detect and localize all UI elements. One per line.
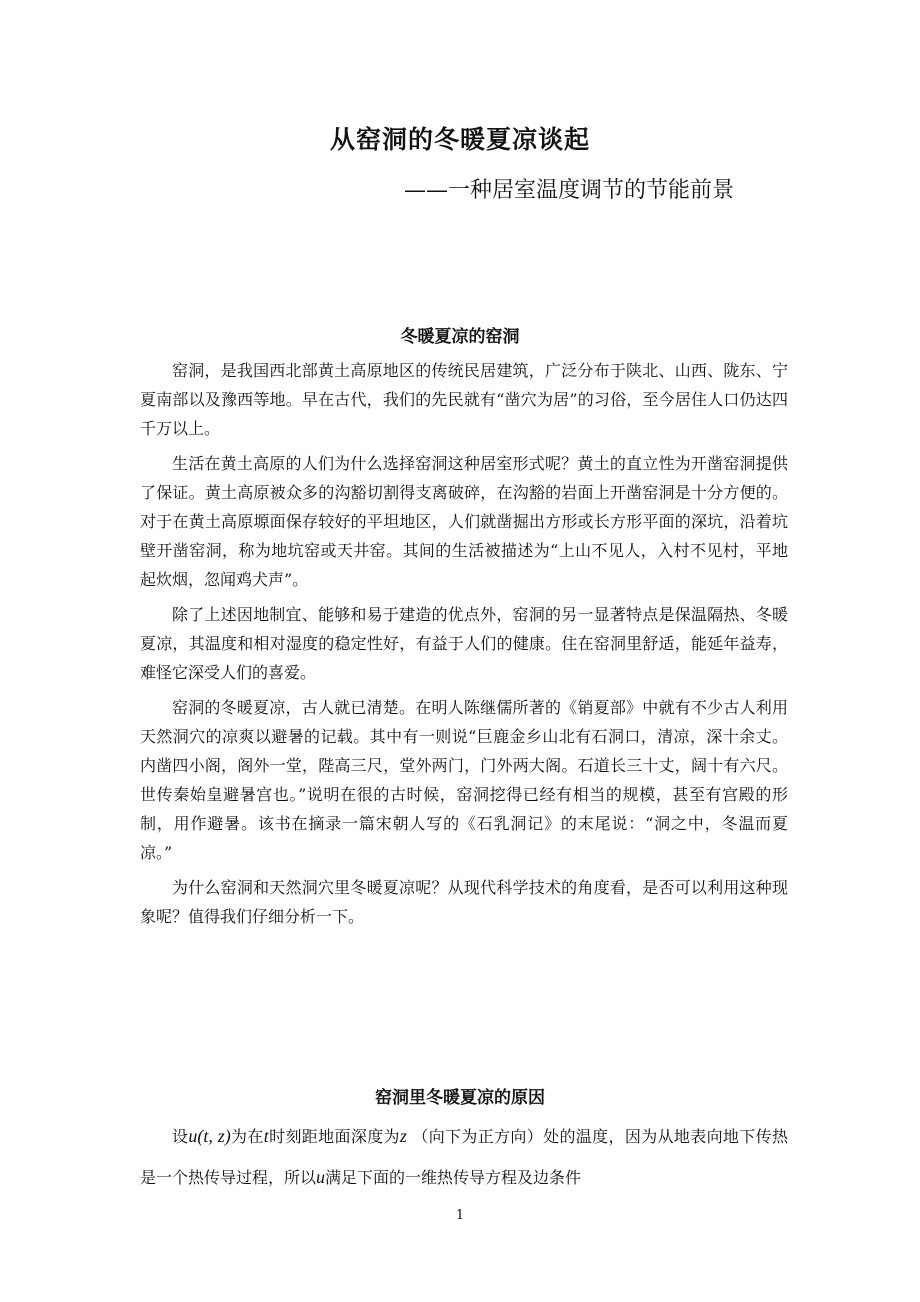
paragraph-text: 满足下面的一维热传导方程及边条件 [325, 1168, 582, 1187]
math-expression: u(t, z) [188, 1126, 231, 1146]
paragraph-text: 为在 [230, 1127, 264, 1146]
paragraph: 除了上述因地制宜、能够和易于建造的优点外，窑洞的另一显著特点是保温隔热、冬暖夏凉，其温度和相对湿度的稳定性好，有益于人们的健康。住在窑洞里舒适，能延年益寿，难怪它深受人们的喜爱。 [140, 605, 788, 682]
math-variable: u [316, 1167, 326, 1187]
document-subtitle: ——一种居室温度调节的节能前景 [404, 178, 735, 203]
section-body-2 [140, 1116, 788, 1204]
paragraph: 生活在黄土高原的人们为什么选择窑洞这种居室形式呢？黄土的直立性为开凿窑洞提供了保证。黄土高原被众多的沟豁切割得支离破碎，在沟豁的岩面上开凿窑洞是十分方便的。对于在黄土高原塬面保存较好的平坦地区，人们就凿掘出方形或长方形平面的深坑，沿着坑壁开凿窑洞，称为地坑窑或天井窑。其间的生活被描述为“上山不见人，入村不见村，平地起炊烟，忽闻鸡犬声”。 [140, 454, 788, 589]
paragraph-text: （向下为正方向）处的温度，因为从地表向地下传热是一个热传导过程，所以 [140, 1127, 788, 1187]
math-variable: t [263, 1126, 269, 1146]
paragraph-text: 设 [172, 1127, 189, 1146]
section-body-1 [140, 356, 788, 937]
paragraph-with-math [140, 1116, 788, 1198]
document-title: 从窑洞的冬暖夏凉谈起 [329, 125, 590, 154]
section-heading-2: 窑洞里冬暖夏凉的原因 [375, 1088, 545, 1108]
math-variable: z [399, 1126, 407, 1146]
paragraph: 窑洞，是我国西北部黄土高原地区的传统民居建筑，广泛分布于陕北、山西、陇东、宁夏南部以及豫西等地。早在古代，我们的先民就有“凿穴为居”的习俗，至今居住人口仍达四千万以上。 [140, 361, 788, 438]
paragraph-text: 时刻距地面深度为 [268, 1127, 400, 1146]
page-number: 1 [455, 1208, 465, 1223]
paragraph: 窑洞的冬暖夏凉，古人就已清楚。在明人陈继儒所著的《销夏部》中就有不少古人利用天然洞穴的凉爽以避暑的记载。其中有一则说“巨鹿金乡山北有石洞口，清凉，深十余丈。内凿四小阁，阁外一堂，陛高三尺，堂外两门，门外两大阁。石道长三十丈，阔十有六尺。世传秦始皇避暑宫也。”说明在很的古时候，窑洞挖得已经有相当的规模，甚至有宫殿的形制，用作避暑。该书在摘录一篇宋朝人写的《石乳洞记》的末尾说：“洞之中，冬温而夏凉。” [140, 698, 788, 862]
paragraph: 为什么窑洞和天然洞穴里冬暖夏凉呢？从现代科学技术的角度看，是否可以利用这种现象呢？值得我们仔细分析一下。 [140, 878, 788, 926]
section-heading-1: 冬暖夏凉的窑洞 [400, 327, 520, 347]
